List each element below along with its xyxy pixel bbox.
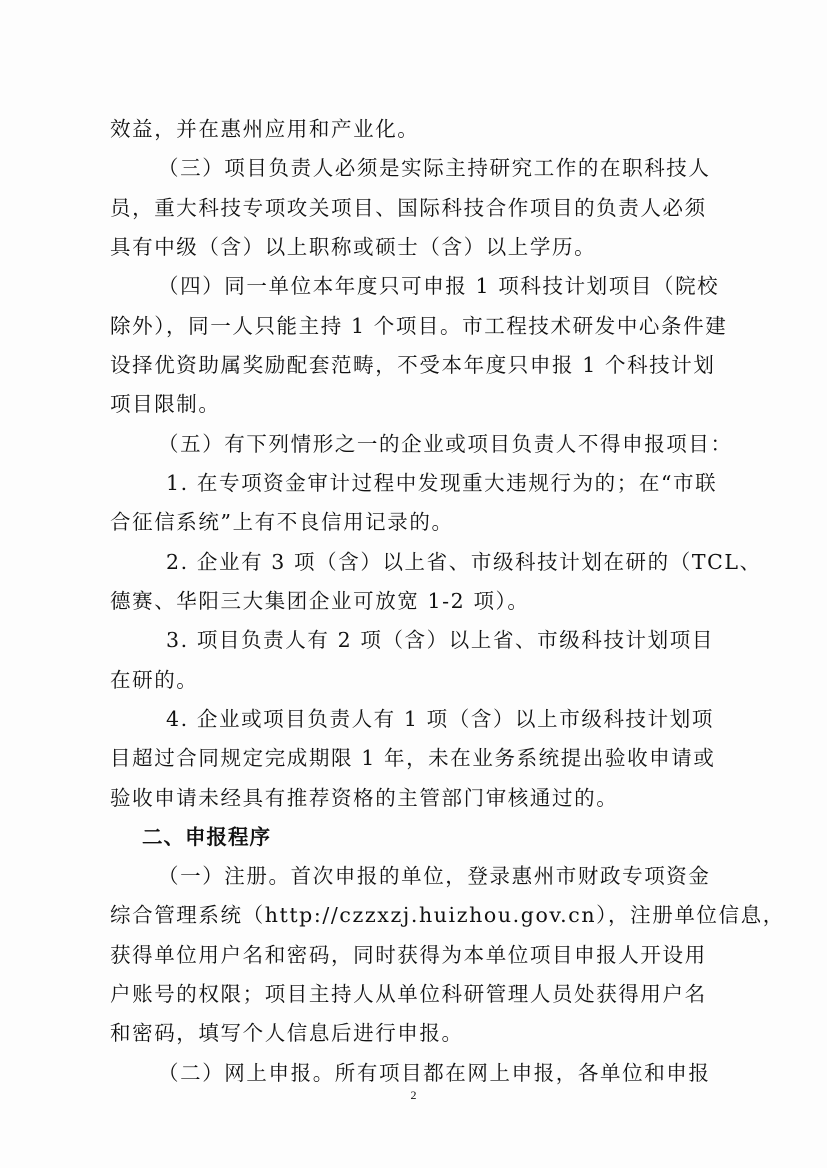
- text-line: 德赛、华阳三大集团企业可放宽 1-2 项）。: [110, 589, 530, 613]
- text-line: （四）同一单位本年度只可申报 1 项科技计划项目（院校: [158, 274, 720, 298]
- text-line: 和密码，填写个人信息后进行申报。: [110, 1021, 464, 1045]
- text-line: 户账号的权限；项目主持人从单位科研管理人员处获得用户名: [110, 982, 707, 1006]
- text-line: 合征信系统”上有不良信用记录的。: [110, 510, 454, 534]
- text-line: 验收申请未经具有推荐资格的主管部门审核通过的。: [110, 786, 619, 810]
- text-line: 员，重大科技专项攻关项目、国际科技合作项目的负责人必须: [110, 196, 707, 220]
- text-line: （一）注册。首次申报的单位，登录惠州市财政专项资金: [158, 864, 711, 888]
- text-line: 3. 项目负责人有 2 项（含）以上省、市级科技计划项目: [166, 628, 714, 652]
- text-line: （二）网上申报。所有项目都在网上申报，各单位和申报: [158, 1061, 711, 1085]
- text-line: 2. 企业有 3 项（含）以上省、市级科技计划在研的（TCL、: [166, 550, 762, 574]
- text-line: （五）有下列情形之一的企业或项目负责人不得申报项目：: [158, 432, 733, 456]
- text-line: 1. 在专项资金审计过程中发现重大违规行为的；在“市联: [166, 471, 718, 495]
- text-line: 设择优资助属奖励配套范畴，不受本年度只申报 1 个科技计划: [110, 353, 716, 377]
- text-line: 具有中级（含）以上职称或硕士（含）以上学历。: [110, 235, 597, 259]
- text-line: 在研的。: [110, 668, 199, 692]
- section-heading: 二、申报程序: [142, 825, 271, 849]
- text-line: 综合管理系统（http://czzxzj.huizhou.gov.cn），注册单位信息，: [110, 903, 785, 927]
- page-number: 2: [410, 1088, 417, 1102]
- text-line: （三）项目负责人必须是实际主持研究工作的在职科技人: [158, 156, 711, 180]
- text-line: 目超过合同规定完成期限 1 年，未在业务系统提出验收申请或: [110, 746, 716, 770]
- text-line: 项目限制。: [110, 392, 221, 416]
- text-line: 效益，并在惠州应用和产业化。: [110, 117, 420, 141]
- text-line: 获得单位用户名和密码，同时获得为本单位项目申报人开设用: [110, 943, 707, 967]
- text-line: 4. 企业或项目负责人有 1 项（含）以上市级科技计划项: [166, 707, 714, 731]
- text-line: 除外），同一人只能主持 1 个项目。市工程技术研发中心条件建: [110, 314, 728, 338]
